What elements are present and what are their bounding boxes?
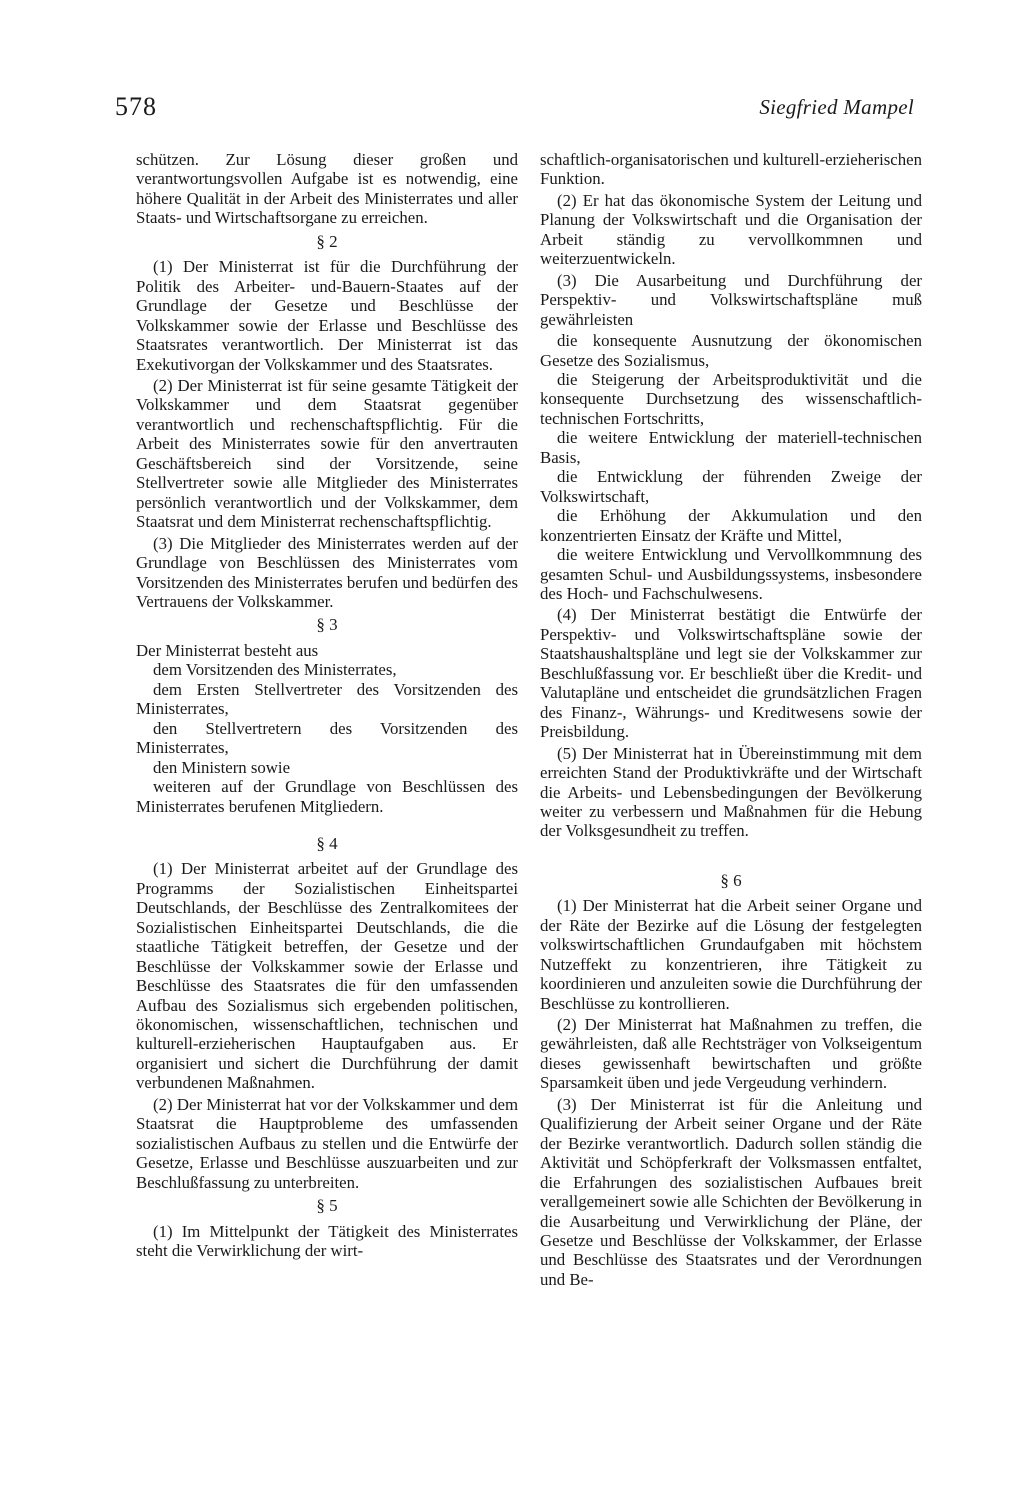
paragraph-s2-1: (1) Der Ministerrat ist für die Durchführung der Politik des Arbeiter- und-Bauern-Staates auf der Grundlage der Gesetze und Beschlüsse der Volkskammer sowie der Erlasse und Beschlüsse des Staatsrates verantwortlich. Der Ministerrat ist das Exekutivorgan der Volkskammer und des Staatsrates.: [136, 257, 518, 374]
paragraph-s5-5: (5) Der Ministerrat hat in Übereinstimmung mit dem erreichten Stand der Produktivkräfte und der Wirtschaft die Arbeits- und Lebensbedingungen der Bevölkerung weiter zu verbessern und Maßnahmen für die Hebung der Volksgesundheit zu treffen.: [540, 743, 922, 841]
section-heading-3: § 3: [316, 615, 338, 635]
paragraph-s6-3: (3) Der Ministerrat ist für die Anleitung und Qualifizierung der Arbeit seiner Organe und der Räte der Bezirke verantwortlich. Dadurch sollen ständig die Aktivität und Schöpferkraft der Volksmassen entfaltet, die Erfahrungen des sozialistischen Aufbaues breit verallgemeinert sowie alle Schichten der Bevölkerung in die Ausarbeitung und Verwirklichung der Pläne, der Gesetze und Beschlüsse der Volkskammer, der Erlasse und Beschlüsse des Staatsrates und der Verordnungen und Be-: [540, 1094, 922, 1289]
section-heading-5: § 5: [316, 1196, 338, 1216]
s3-list-item: weiteren auf der Grundlage von Beschlüssen des Ministerrates berufenen Mitgliedern.: [136, 777, 518, 816]
paragraph-s6-2: (2) Der Ministerrat hat Maßnahmen zu treffen, die gewährleisten, daß alle Rechtsträger von Volkseigentum dieses gewissenhaft bewirtschaften und größte Sparsamkeit üben und jede Vergeudung verhindern.: [540, 1015, 922, 1093]
paragraph-s4-1: (1) Der Ministerrat arbeitet auf der Grundlage des Programms der Sozialistischen Einheitspartei Deutschlands, der Beschlüsse des Zentralkomitees der Sozialistischen Einheitspartei Deutschlands, die die staatliche Tätigkeit betreffen, der Gesetze und der Beschlüsse der Volkskammer sowie der Erlasse und Beschlüsse des Staatsrates die für den umfassenden Aufbau des Sozialismus sich ergebenden politischen, ökonomischen, wissenschaftlichen, technischen und kulturell-erzieherischen Hauptaufgaben aus. Er organisiert und sichert die Durchführung der damit verbundenen Maßnahmen.: [136, 859, 518, 1093]
paragraph-s5-2: (2) Er hat das ökonomische System der Leitung und Planung der Volkswirtschaft und die Organisation der Arbeit ständig zu vervollkommnen und weiterzuentwickeln.: [540, 190, 922, 269]
paragraph-s2-2: (2) Der Ministerrat ist für seine gesamte Tätigkeit der Volkskammer und dem Staatsrat gegenüber verantwortlich und rechenschaftspflichtig. Für die Arbeit des Ministerrates sowie für den anvertrauten Geschäftsbereich sind der Vorsitzende, seine Stellvertreter sowie alle Mitglieder des Ministerrates persönlich verantwortlich und der Volkskammer, dem Staatsrat und dem Ministerrat rechenschaftspflichtig.: [136, 375, 518, 532]
left-column: [136, 150, 518, 1262]
s3-list-item: den Stellvertretern des Vorsitzenden des Ministerrates,: [136, 718, 518, 758]
running-head: Siegfried Mampel: [759, 95, 914, 119]
section-heading-6: § 6: [720, 870, 742, 890]
s3-list-item: dem Vorsitzenden des Ministerrates,: [153, 660, 397, 680]
paragraph-s5-1-continued: schaftlich-organisatorischen und kulturell-erzieherischen Funktion.: [540, 150, 922, 189]
right-column: [540, 150, 922, 1291]
s3-intro: Der Ministerrat besteht aus: [136, 640, 319, 660]
page-number: 578: [115, 92, 157, 121]
s5-list-item: die konsequente Ausnutzung der ökonomischen Gesetze des Sozialismus,: [540, 331, 922, 370]
s5-list-item: die weitere Entwicklung und Vervollkommnung des gesamten Schul- und Ausbildungssystems, insbesondere des Hoch- und Fachschulwesens.: [540, 545, 922, 603]
s5-list-item: die weitere Entwicklung der materiell-technischen Basis,: [540, 428, 922, 467]
paragraph-intro: schützen. Zur Lösung dieser großen und verantwortungsvollen Aufgabe ist es notwendig, eine höhere Qualität in der Arbeit des Ministerrates und aller Staats- und Wirtschaftsorgane zu erreichen.: [136, 150, 518, 228]
s5-list-item: die Entwicklung der führenden Zweige der Volkswirtschaft,: [540, 467, 922, 506]
s3-list-item: den Ministern sowie: [153, 757, 291, 777]
paragraph-s6-1: (1) Der Ministerrat hat die Arbeit seiner Organe und der Räte der Bezirke auf die Lösung der festgelegten volkswirtschaftlichen Grundaufgaben mit höchstem Nutzeffekt zu konzentrieren, ihre Tätigkeit zu koordinieren und anzuleiten sowie die Durchführung der Beschlüsse zu kontrollieren.: [540, 896, 922, 1013]
paragraph-s2-3: (3) Die Mitglieder des Ministerrates werden auf der Grundlage von Beschlüssen des Ministerrates vom Vorsitzenden des Ministerrates berufen und bedürfen des Vertrauens der Volkskammer.: [136, 533, 518, 611]
paragraph-s4-2: (2) Der Ministerrat hat vor der Volkskammer und dem Staatsrat die Hauptprobleme des umfassenden sozialistischen Aufbaus zu stellen und die Entwürfe der Gesetze, Erlasse und Beschlüsse auszuarbeiten und zur Beschlußfassung zu unterbreiten.: [136, 1094, 518, 1192]
s5-list-item: die Steigerung der Arbeitsproduktivität und die konsequente Durchsetzung des wissenschaftlich-technischen Fortschritts,: [540, 369, 922, 428]
paragraph-s5-3: (3) Die Ausarbeitung und Durchführung der Perspektiv- und Volkswirtschaftspläne muß gewährleisten: [540, 270, 922, 329]
s5-list-item: die Erhöhung der Akkumulation und den konzentrierten Einsatz der Kräfte und Mittel,: [540, 506, 922, 545]
s3-list-item: dem Ersten Stellvertreter des Vorsitzenden des Ministerrates,: [136, 679, 518, 719]
paragraph-s5-1: (1) Im Mittelpunkt der Tätigkeit des Ministerrates steht die Verwirklichung der wirt-: [136, 1221, 518, 1261]
section-heading-2: § 2: [316, 231, 338, 251]
section-heading-4: § 4: [316, 833, 338, 853]
paragraph-s5-4: (4) Der Ministerrat bestätigt die Entwürfe der Perspektiv- und Volkswirtschaftspläne sowie der Staatshaushaltspläne und legt sie der Volkskammer zur Beschlußfassung vor. Er beschließt über die Kredit- und Valutapläne und entscheidet die grundsätzlichen Fragen des Finanz-, Währungs- und Kreditwesens sowie der Preisbildung.: [540, 605, 922, 742]
